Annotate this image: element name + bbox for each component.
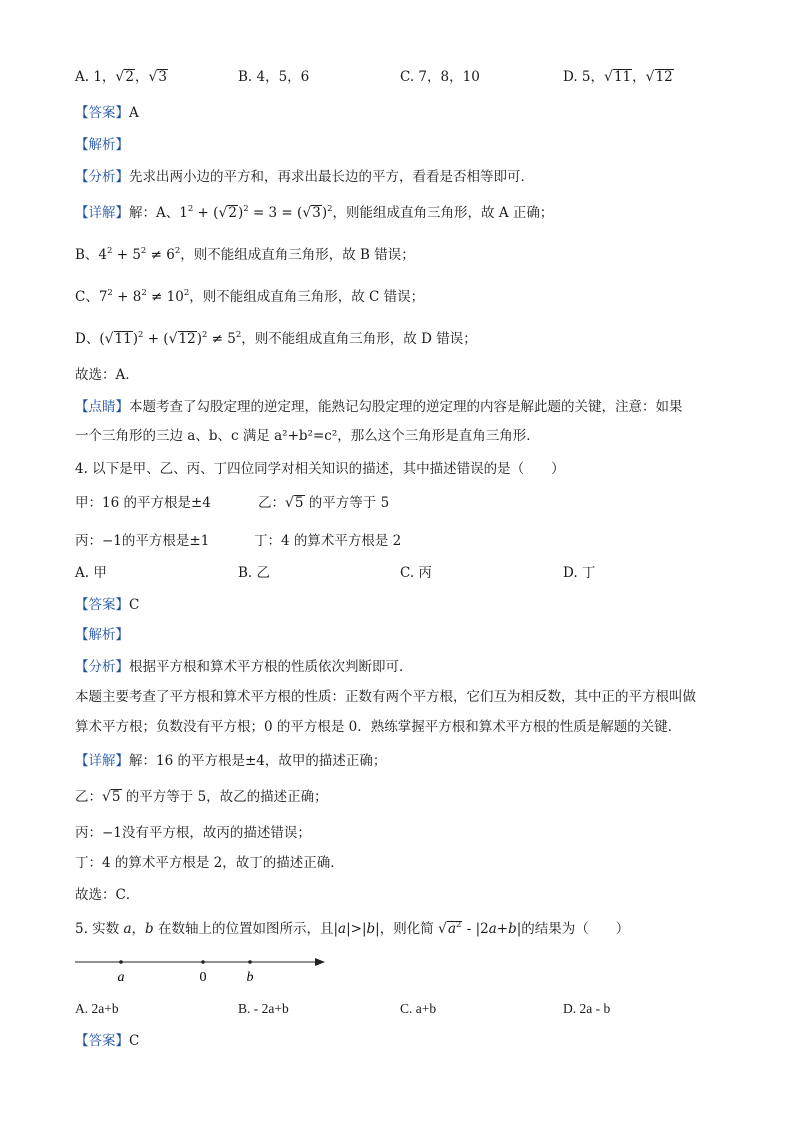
q5-option-a: A. 2a+b xyxy=(75,1001,119,1016)
q4-xiangjie-yi: 乙：√5 的平方等于 5，故乙的描述正确； xyxy=(75,789,328,805)
q5-option-b: B. - 2a+b xyxy=(238,1001,289,1016)
point-b xyxy=(248,960,252,964)
q3-option-a: A. 1，√2，√3 xyxy=(75,69,167,85)
q4-answer: 【答案】C xyxy=(75,597,140,613)
q3-xiangjie-a: 【详解】解：A、$1^2 + (√2)^2 = 3 = (√3)^2$，则能组成直角三角形，故 A 正确； xyxy=(75,204,554,221)
q4-statement-jia: 甲：16 的平方根是±4 xyxy=(75,495,211,511)
q4-statement-yi: 乙：√5 的平方等于 5 xyxy=(258,495,390,511)
label-0: 0 xyxy=(199,970,207,985)
q4-option-a: A. 甲 xyxy=(75,565,107,581)
q3-xiangjie-b: B、$4^2 + 5^2 \ne 6^2$，则不能组成直角三角形，故 B 错误； xyxy=(75,246,415,263)
q4-stem: 4. 以下是甲、乙、丙、丁四位同学对相关知识的描述，其中描述错误的是（ ） xyxy=(75,461,565,477)
q4-option-d: D. 丁 xyxy=(563,565,596,581)
q4-xiangjie-jia: 【详解】解：16 的平方根是±4，故甲的描述正确； xyxy=(75,753,387,769)
q4-jiexi-heading: 【解析】 xyxy=(75,627,129,643)
q4-xiangjie-bing: 丙：−1没有平方根，故丙的描述错误； xyxy=(75,825,311,841)
q5-stem: 5. 实数 a，b 在数轴上的位置如图所示，且|a|>|b|，则化简 $√a^2 - |2a+b|$的结果为（ ） xyxy=(75,920,630,937)
q5-answer: 【答案】C xyxy=(75,1033,140,1049)
q3-xiangjie-c: C、$7^2 + 8^2 \ne 10^2$，则不能组成直角三角形，故 C 错误； xyxy=(75,288,425,305)
q5-option-c: C. a+b xyxy=(400,1001,437,1016)
q4-note-line1: 本题主要考查了平方根和算术平方根的性质：正数有两个平方根，它们互为相反数，其中正的平方根叫做 xyxy=(75,689,696,705)
q4-option-b: B. 乙 xyxy=(238,565,271,581)
q4-xiangjie-ding: 丁：4 的算术平方根是 2，故丁的描述正确． xyxy=(75,855,344,871)
q3-jiexi-heading: 【解析】 xyxy=(75,137,129,153)
q3-fenxi: 【分析】先求出两小边的平方和，再求出最长边的平方，看看是否相等即可． xyxy=(75,169,534,185)
q3-guxuan: 故选：A． xyxy=(75,367,139,383)
q4-guxuan: 故选：C． xyxy=(75,887,140,903)
q4-fenxi: 【分析】根据平方根和算术平方根的性质依次判断即可． xyxy=(75,659,413,675)
q3-answer: 【答案】A xyxy=(75,105,139,121)
q5-option-d: D. 2a - b xyxy=(563,1001,611,1016)
point-a xyxy=(119,960,123,964)
number-line-arrow xyxy=(315,958,325,966)
label-a: a xyxy=(117,970,125,985)
label-b: b xyxy=(246,970,254,985)
q3-option-d: D. 5，√11，√12 xyxy=(563,69,673,85)
q4-statement-bing: 丙：−1的平方根是±1 xyxy=(75,533,210,549)
q3-dianjing-line2: 一个三角形的三边 a、b、c 满足 a²+b²=c²，那么这个三角形是直角三角形． xyxy=(75,428,540,444)
q4-statement-ding: 丁：4 的算术平方根是 2 xyxy=(254,533,402,549)
q4-option-c: C. 丙 xyxy=(400,565,432,581)
point-0 xyxy=(201,960,205,964)
q3-option-c: C. 7，8，10 xyxy=(400,69,480,85)
q3-xiangjie-d: D、$(√11)^2 + (√12)^2 \ne 5^2$，则不能组成直角三角形，故 D 错误； xyxy=(75,330,477,347)
q3-dianjing-line1: 【点睛】本题考查了勾股定理的逆定理，能熟记勾股定理的逆定理的内容是解此题的关键，注意：如果 xyxy=(75,399,683,415)
q3-option-b: B. 4，5，6 xyxy=(238,69,310,85)
number-line xyxy=(75,952,335,986)
q4-note-line2: 算术平方根；负数没有平方根；0 的平方根是 0．熟练掌握平方根和算术平方根的性质是解题的关键． xyxy=(75,719,682,735)
